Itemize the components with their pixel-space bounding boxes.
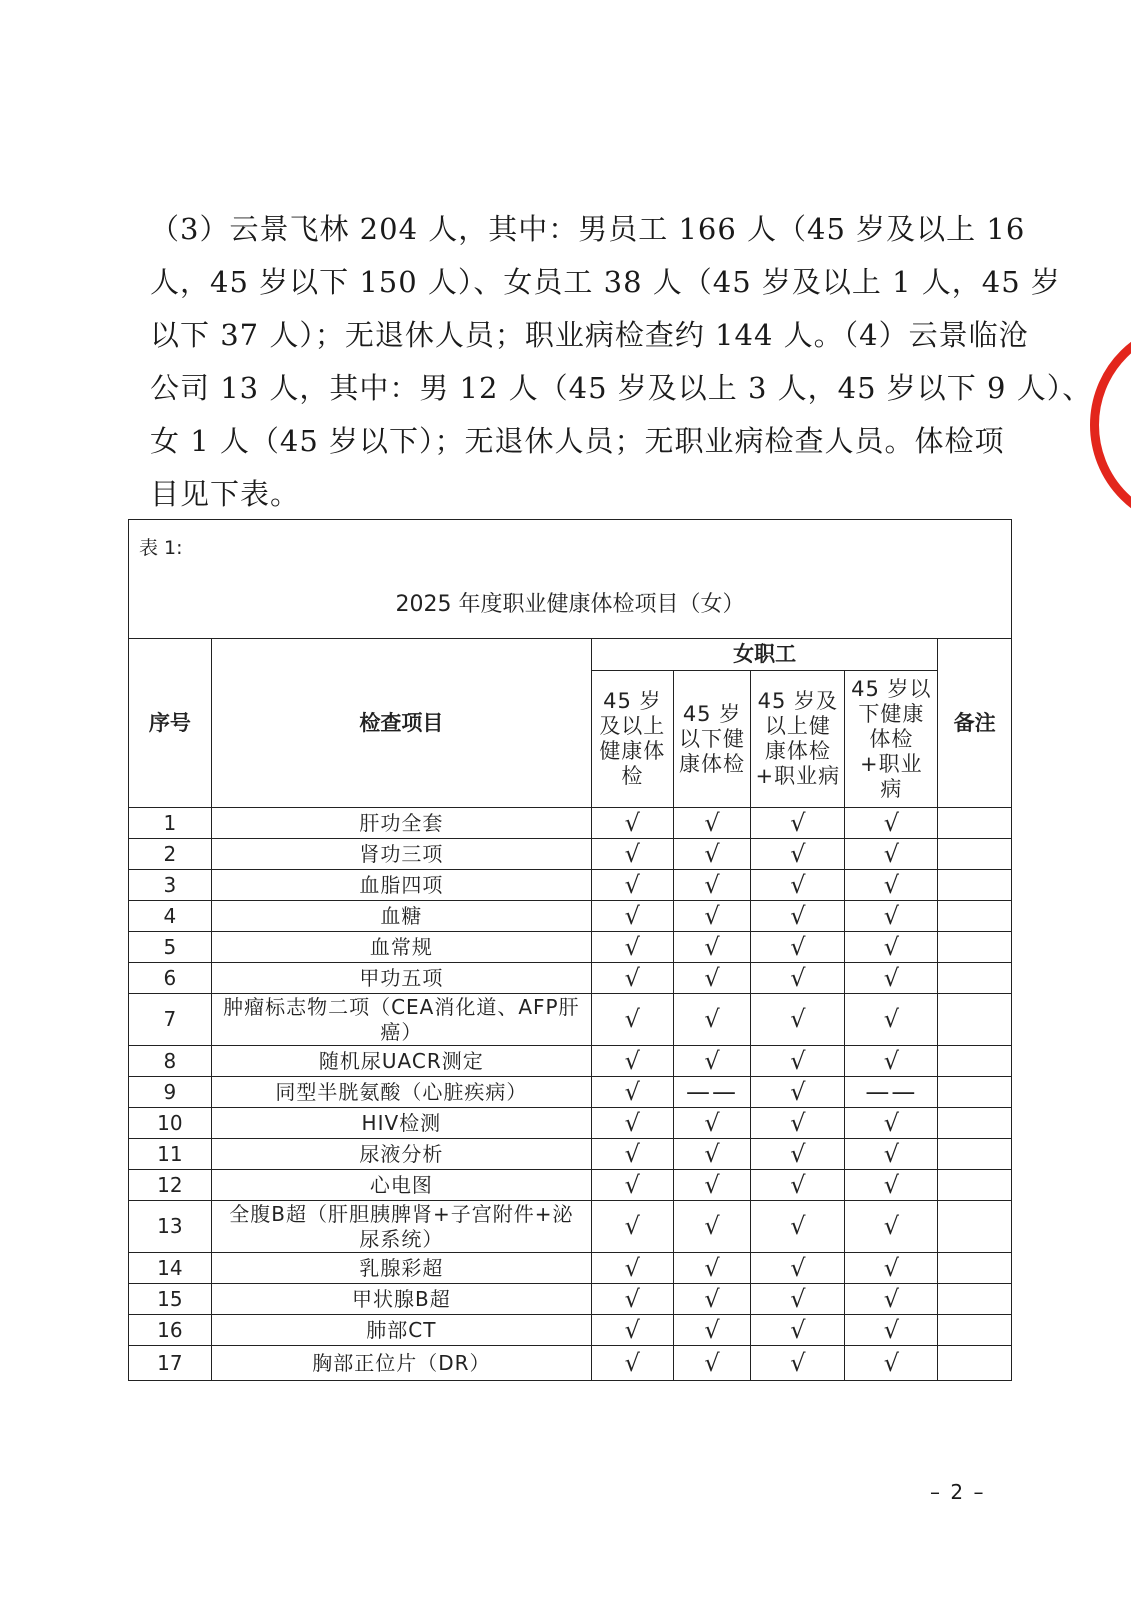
- check-45-plus: √: [591, 1284, 673, 1315]
- page-number: – 2 –: [930, 1480, 986, 1504]
- row-seq: 10: [129, 1108, 212, 1139]
- check-45-plus: √: [591, 839, 673, 870]
- table-row: [129, 870, 1012, 901]
- check-under-45-occupational: √: [845, 808, 938, 839]
- check-45-plus: √: [591, 901, 673, 932]
- check-45-plus: √: [591, 963, 673, 994]
- row-seq: 8: [129, 1046, 212, 1077]
- check-under-45: √: [673, 901, 751, 932]
- table-row: [129, 1108, 1012, 1139]
- check-45-plus-occupational: √: [751, 839, 845, 870]
- row-seq: 2: [129, 839, 212, 870]
- subheader-45-plus: 45 岁及以上健康体检: [591, 671, 673, 808]
- row-note: [938, 1315, 1012, 1346]
- check-45-plus-occupational: √: [751, 1315, 845, 1346]
- row-item: HIV检测: [211, 1108, 591, 1139]
- subheader-under-45-occupational: 45 岁以下健康体检+职业病: [845, 671, 938, 808]
- check-under-45: √: [673, 808, 751, 839]
- table-row: [129, 1201, 1012, 1253]
- row-note: [938, 1201, 1012, 1253]
- paragraph-line: 目见下表。: [150, 477, 301, 511]
- check-under-45: √: [673, 1315, 751, 1346]
- row-seq: 11: [129, 1139, 212, 1170]
- paragraph-line: 女 1 人（45 岁以下）；无退休人员；无职业病检查人员。体检项: [150, 424, 1005, 458]
- row-seq: 13: [129, 1201, 212, 1253]
- row-note: [938, 901, 1012, 932]
- row-item: 肾功三项: [211, 839, 591, 870]
- check-under-45: √: [673, 1253, 751, 1284]
- row-note: [938, 1346, 1012, 1381]
- check-45-plus-occupational: √: [751, 808, 845, 839]
- check-under-45: √: [673, 963, 751, 994]
- table-row: [129, 1346, 1012, 1381]
- check-45-plus-occupational: √: [751, 932, 845, 963]
- group-header-female: 女职工: [591, 639, 937, 671]
- check-under-45-occupational: √: [845, 1201, 938, 1253]
- check-under-45: √: [673, 932, 751, 963]
- row-seq: 9: [129, 1077, 212, 1108]
- row-note: [938, 963, 1012, 994]
- column-header-note: 备注: [938, 639, 1012, 808]
- row-seq: 14: [129, 1253, 212, 1284]
- check-under-45: ——: [673, 1077, 751, 1108]
- check-45-plus-occupational: √: [751, 870, 845, 901]
- row-item: 肝功全套: [211, 808, 591, 839]
- check-45-plus-occupational: √: [751, 1346, 845, 1381]
- subheader-45-plus-occupational: 45 岁及以上健康体检+职业病: [751, 671, 845, 808]
- check-under-45-occupational: √: [845, 1108, 938, 1139]
- check-under-45-occupational: √: [845, 1046, 938, 1077]
- paragraph-line: （3）云景飞林 204 人，其中：男员工 166 人（45 岁及以上 16: [150, 212, 1026, 246]
- row-item: 随机尿UACR测定: [211, 1046, 591, 1077]
- check-under-45: √: [673, 1139, 751, 1170]
- check-45-plus-occupational: √: [751, 1170, 845, 1201]
- row-note: [938, 1139, 1012, 1170]
- table-row: [129, 1077, 1012, 1108]
- row-note: [938, 839, 1012, 870]
- check-45-plus-occupational: √: [751, 1046, 845, 1077]
- row-item: 全腹B超（肝胆胰脾肾+子宫附件+泌尿系统）: [211, 1201, 591, 1253]
- check-under-45-occupational: √: [845, 932, 938, 963]
- table-row: [129, 839, 1012, 870]
- check-45-plus-occupational: √: [751, 1201, 845, 1253]
- row-note: [938, 1253, 1012, 1284]
- row-note: [938, 1108, 1012, 1139]
- check-under-45: √: [673, 870, 751, 901]
- check-under-45-occupational: √: [845, 1170, 938, 1201]
- check-45-plus-occupational: √: [751, 1077, 845, 1108]
- table-row: [129, 808, 1012, 839]
- row-note: [938, 1046, 1012, 1077]
- table-row: [129, 932, 1012, 963]
- check-under-45-occupational: √: [845, 1139, 938, 1170]
- check-under-45-occupational: √: [845, 901, 938, 932]
- check-45-plus: √: [591, 1108, 673, 1139]
- row-note: [938, 1170, 1012, 1201]
- check-under-45-occupational: √: [845, 1346, 938, 1381]
- column-header-item: 检查项目: [211, 639, 591, 808]
- table-title: 2025 年度职业健康体检项目（女）: [395, 592, 745, 617]
- check-under-45-occupational: √: [845, 839, 938, 870]
- check-45-plus: √: [591, 870, 673, 901]
- check-45-plus: √: [591, 932, 673, 963]
- subheader-under-45: 45 岁以下健康体检: [673, 671, 751, 808]
- table-row: [129, 1170, 1012, 1201]
- body-paragraph: [150, 203, 1093, 521]
- row-seq: 17: [129, 1346, 212, 1381]
- check-45-plus: √: [591, 1170, 673, 1201]
- check-under-45: √: [673, 1108, 751, 1139]
- check-45-plus: √: [591, 1046, 673, 1077]
- check-under-45: √: [673, 1046, 751, 1077]
- check-45-plus-occupational: √: [751, 1284, 845, 1315]
- official-seal: [1090, 320, 1131, 530]
- row-item: 乳腺彩超: [211, 1253, 591, 1284]
- check-under-45-occupational: ——: [845, 1077, 938, 1108]
- table-row: [129, 963, 1012, 994]
- row-item: 尿液分析: [211, 1139, 591, 1170]
- row-note: [938, 932, 1012, 963]
- paragraph-line: 公司 13 人，其中：男 12 人（45 岁及以上 3 人，45 岁以下 9 人）、: [150, 371, 1093, 405]
- row-seq: 5: [129, 932, 212, 963]
- health-check-table: [128, 519, 1012, 1381]
- check-45-plus-occupational: √: [751, 1108, 845, 1139]
- check-under-45: √: [673, 994, 751, 1046]
- check-45-plus: √: [591, 1077, 673, 1108]
- table-label: 表 1:: [139, 537, 183, 559]
- table-row: [129, 1253, 1012, 1284]
- check-45-plus: √: [591, 1201, 673, 1253]
- row-item: 血常规: [211, 932, 591, 963]
- row-note: [938, 808, 1012, 839]
- table-row: [129, 901, 1012, 932]
- check-under-45-occupational: √: [845, 1315, 938, 1346]
- check-under-45: √: [673, 1346, 751, 1381]
- row-seq: 1: [129, 808, 212, 839]
- row-item: 心电图: [211, 1170, 591, 1201]
- row-item: 血糖: [211, 901, 591, 932]
- row-note: [938, 1077, 1012, 1108]
- check-45-plus: √: [591, 1315, 673, 1346]
- table-row: [129, 1139, 1012, 1170]
- check-45-plus: √: [591, 808, 673, 839]
- check-under-45-occupational: √: [845, 963, 938, 994]
- row-note: [938, 870, 1012, 901]
- row-item: 甲功五项: [211, 963, 591, 994]
- check-under-45-occupational: √: [845, 1253, 938, 1284]
- row-item: 肺部CT: [211, 1315, 591, 1346]
- check-under-45-occupational: √: [845, 870, 938, 901]
- row-seq: 3: [129, 870, 212, 901]
- check-45-plus-occupational: √: [751, 963, 845, 994]
- check-45-plus: √: [591, 994, 673, 1046]
- row-seq: 12: [129, 1170, 212, 1201]
- row-note: [938, 1284, 1012, 1315]
- row-seq: 6: [129, 963, 212, 994]
- check-45-plus-occupational: √: [751, 1253, 845, 1284]
- row-seq: 7: [129, 994, 212, 1046]
- check-under-45: √: [673, 1284, 751, 1315]
- row-item: 肿瘤标志物二项（CEA消化道、AFP肝癌）: [211, 994, 591, 1046]
- table-row: [129, 1284, 1012, 1315]
- check-45-plus-occupational: √: [751, 994, 845, 1046]
- table-caption: [129, 520, 1012, 639]
- check-under-45: √: [673, 1201, 751, 1253]
- row-seq: 16: [129, 1315, 212, 1346]
- paragraph-line: 以下 37 人）；无退休人员；职业病检查约 144 人。（4）云景临沧: [150, 318, 1029, 352]
- row-note: [938, 994, 1012, 1046]
- check-45-plus-occupational: √: [751, 901, 845, 932]
- row-item: 胸部正位片（DR）: [211, 1346, 591, 1381]
- check-under-45: √: [673, 839, 751, 870]
- row-seq: 4: [129, 901, 212, 932]
- check-45-plus-occupational: √: [751, 1139, 845, 1170]
- table-row: [129, 994, 1012, 1046]
- check-45-plus: √: [591, 1253, 673, 1284]
- check-45-plus: √: [591, 1139, 673, 1170]
- paragraph-line: 人，45 岁以下 150 人）、女员工 38 人（45 岁及以上 1 人，45 岁: [150, 265, 1061, 299]
- table-row: [129, 1046, 1012, 1077]
- table-row: [129, 1315, 1012, 1346]
- row-item: 同型半胱氨酸（心脏疾病）: [211, 1077, 591, 1108]
- row-seq: 15: [129, 1284, 212, 1315]
- row-item: 甲状腺B超: [211, 1284, 591, 1315]
- column-header-seq: 序号: [129, 639, 212, 808]
- check-under-45-occupational: √: [845, 1284, 938, 1315]
- row-item: 血脂四项: [211, 870, 591, 901]
- check-under-45-occupational: √: [845, 994, 938, 1046]
- check-45-plus: √: [591, 1346, 673, 1381]
- check-under-45: √: [673, 1170, 751, 1201]
